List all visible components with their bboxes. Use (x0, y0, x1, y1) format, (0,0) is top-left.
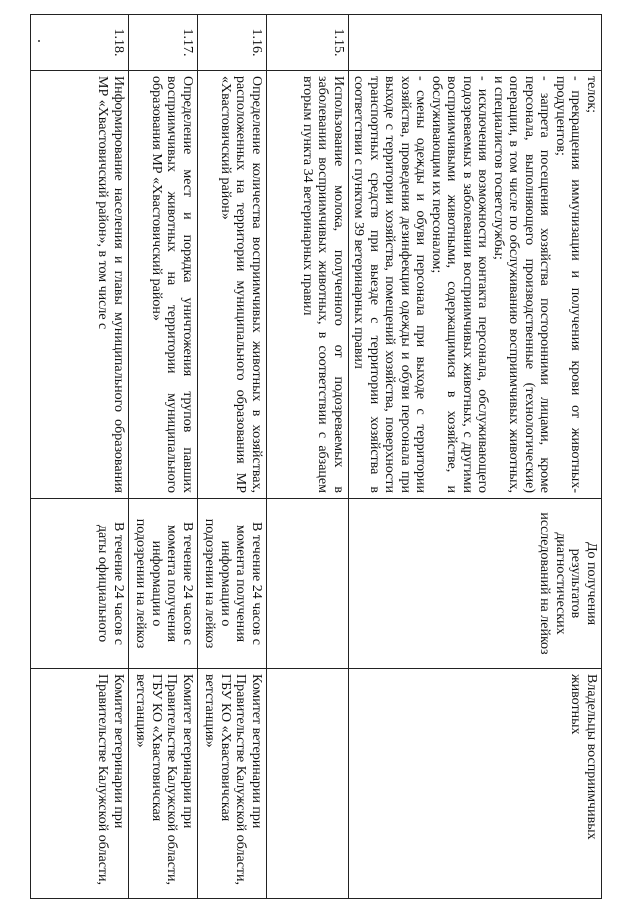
measure-text: - прекращения иммунизации и получения крови от животных-продуцентов; (553, 76, 584, 493)
measure-description-cell (31, 71, 129, 499)
responsible-text: Комитет ветеринарии при Правительстве Калужской области, (233, 674, 264, 886)
responsible-text: ГБУ КО «Хвастовичская ветстанция» (202, 674, 233, 822)
item-number-cell (349, 15, 602, 71)
deadline-cell (349, 499, 602, 669)
rotated-page (42, 14, 602, 898)
measure-description-cell (349, 71, 602, 499)
measure-description-cell (267, 71, 349, 499)
item-number-cell (267, 15, 349, 71)
measure-text: Использование молока, полученного от подозреваемых в заболевании восприимчивых животных, в соответствии с абзацем вторым пункта 34 ветеринарных правил (300, 76, 346, 493)
responsible-cell (31, 669, 129, 899)
deadline-text: информации о (218, 540, 233, 627)
deadline-text: До получения (584, 541, 599, 626)
responsible-cell (267, 669, 349, 899)
measure-text: - запрета посещения хозяйства посторонними лицами, кроме персонала, выполняющего производственные (технологические) операции, в том числе по обслуживанию восприимчивых животных, и специалистов госветслужбы; (491, 76, 553, 493)
responsible-cell (349, 669, 602, 899)
deadline-cell (129, 499, 198, 669)
measure-text: Определение количества восприимчивых животных в хозяйствах, расположенных на территории муниципального образования МР «Хвастовичский район» (218, 76, 264, 493)
table-row (198, 15, 267, 899)
measure-description-cell (198, 71, 267, 499)
responsible-text: ГБУ КО «Хвастовичская ветстанция» (133, 674, 164, 822)
deadline-cell (267, 499, 349, 669)
table-row (267, 15, 349, 899)
deadline-text: В течение 24 часов с (249, 521, 264, 646)
measure-text: - смены одежды и обуви персонала при выходе с территории хозяйства, проведения дезинфекции одежды и обуви персонала при выходе с территории хозяйства, помещений хозяйства, поверхности транспортных средств при выезде с территории хозяйства в соответствии с пунктом 39 ветеринарных правил (351, 76, 429, 493)
deadline-text: даты официального (95, 524, 111, 643)
item-number: 1.15. (331, 28, 346, 57)
table-row (349, 15, 602, 899)
responsible-cell (198, 669, 267, 899)
responsible-text: Владельцы восприимчивых животных (568, 674, 599, 840)
table-row (129, 15, 198, 899)
responsible-text: Комитет ветеринарии при Правительстве Калужской области, (164, 674, 195, 886)
table-row (31, 15, 129, 899)
deadline-text: информации о (149, 540, 164, 627)
measure-text: - исключения возможности контакта персонала, обслуживающего подозреваемых в заболевании восприимчивых животных, с другими восприимчивыми животными, содержащимися в хозяйстве, и обслуживающим их персоналом; (429, 76, 491, 493)
deadline-text: исследований на лейкоз (537, 512, 553, 655)
deadline-text: В течение 24 часов с (180, 521, 195, 646)
responsible-cell (129, 669, 198, 899)
deadline-text: В течение 24 часов с (111, 521, 126, 646)
deadline-text: момента получения (233, 524, 249, 643)
measure-description-cell (129, 71, 198, 499)
deadline-text: результатов (568, 548, 584, 619)
measure-text: телок; (584, 76, 599, 114)
deadline-text: диагностических (553, 532, 568, 635)
item-number-cell (198, 15, 267, 71)
measures-table (30, 14, 602, 899)
deadline-cell (31, 499, 129, 669)
deadline-text: подозрении на лейкоз (202, 518, 218, 649)
table-body (31, 15, 602, 899)
measure-text: Определение мест и порядка уничтожения трупов павших восприимчивых животных на территории муниципального образования МР «Хвастовичский район» (149, 76, 195, 493)
item-number-cell (129, 15, 198, 71)
deadline-text: момента получения (164, 524, 180, 643)
item-number: 1.17. (180, 28, 195, 57)
deadline-text: подозрении на лейкоз (133, 518, 149, 649)
measure-text: Информирование населения и главы муниципального образования МР «Хвастовичский район», в том числе с (95, 76, 126, 493)
item-number: 1.16. (249, 28, 264, 57)
deadline-cell (198, 499, 267, 669)
item-number-cell (31, 15, 129, 71)
responsible-text: Комитет ветеринарии при Правительстве Калужской области, (95, 674, 126, 886)
item-number: 1.18. (111, 28, 126, 57)
